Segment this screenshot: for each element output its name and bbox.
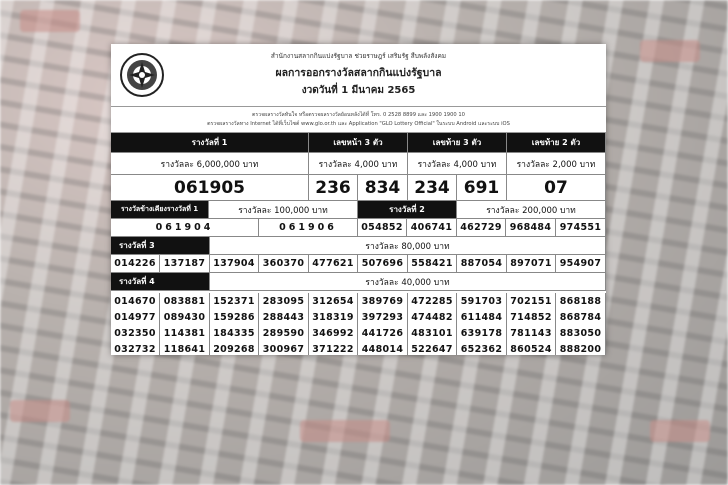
near-prize-number: 061904 <box>111 219 259 237</box>
back2-amount: รางวัลละ 2,000 บาท <box>507 153 606 175</box>
sheet-header <box>111 44 606 107</box>
fourth-prize-number: 152371 <box>210 293 259 309</box>
second-prize-number: 054852 <box>358 219 407 237</box>
third-prize-number: 954907 <box>556 255 606 273</box>
third-prize-number: 507696 <box>358 255 408 273</box>
front3-number: 834 <box>358 175 408 201</box>
fourth-prize-number: 300967 <box>259 341 309 355</box>
back3-header: เลขท้าย 3 ตัว <box>408 133 507 153</box>
contact-line-phone: ตรวจผลรางวัลทันใจ หรือตรวจผลรางวัลย้อนหลังได้ที่ โทร. 0 2528 8899 และ 1900 1900 10 <box>252 112 465 118</box>
front3-header: เลขหน้า 3 ตัว <box>309 133 408 153</box>
draw-date: งวดวันที่ 1 มีนาคม 2565 <box>301 85 416 96</box>
fourth-prize-row <box>111 325 606 341</box>
fourth-prize-number: 114381 <box>160 325 210 341</box>
fourth-prize-number: 868188 <box>556 293 606 309</box>
fourth-prize-number: 652362 <box>457 341 507 355</box>
fourth-prize-number: 312654 <box>309 293 358 309</box>
fourth-prize-number: 346992 <box>309 325 358 341</box>
fourth-prize-number: 032350 <box>111 325 160 341</box>
fourth-prize-amount: รางวัลละ 40,000 บาท <box>210 273 606 291</box>
fourth-prize-number: 283095 <box>259 293 309 309</box>
fourth-prize-number: 883050 <box>556 325 606 341</box>
third-prize-header: รางวัลที่ 3 <box>111 237 210 255</box>
back2-header: เลขท้าย 2 ตัว <box>507 133 606 153</box>
page-title: ผลการออกรางวัลสลากกินแบ่งรัฐบาล <box>275 67 442 79</box>
fourth-prize-number: 389769 <box>358 293 408 309</box>
fourth-prize-number: 014977 <box>111 309 160 325</box>
fourth-prize-number: 184335 <box>210 325 259 341</box>
fourth-prize-number: 860524 <box>507 341 556 355</box>
first-prize-amount: รางวัลละ 6,000,000 บาท <box>111 153 309 175</box>
lottery-result-sheet <box>111 44 606 355</box>
fourth-prize-number: 159286 <box>210 309 259 325</box>
second-prize-number: 968484 <box>506 219 556 237</box>
fourth-prize-number: 448014 <box>358 341 408 355</box>
fourth-prize-number: 014670 <box>111 293 160 309</box>
fourth-prize-number: 781143 <box>507 325 556 341</box>
fourth-prize-row <box>111 309 606 325</box>
fourth-prize-number: 888200 <box>556 341 606 355</box>
second-prize-number: 406741 <box>407 219 457 237</box>
fourth-prize-number: 474482 <box>408 309 457 325</box>
fourth-prize-row <box>111 341 606 355</box>
fourth-prize-number: 611484 <box>457 309 507 325</box>
second-prize-amount: รางวัลละ 200,000 บาท <box>457 201 606 219</box>
back3-number: 691 <box>457 175 507 201</box>
fourth-prize-number: 472285 <box>408 293 457 309</box>
back3-number: 234 <box>408 175 457 201</box>
third-prize-amount: รางวัลละ 80,000 บาท <box>210 237 606 255</box>
third-prize-number: 477621 <box>309 255 358 273</box>
third-prize-number: 897071 <box>507 255 556 273</box>
back2-number: 07 <box>507 175 606 201</box>
near-prize-header: รางวัลข้างเคียงรางวัลที่ 1 <box>111 201 209 219</box>
fourth-prize-number: 639178 <box>457 325 507 341</box>
fourth-prize-row <box>111 293 606 309</box>
fourth-prize-number: 209268 <box>210 341 259 355</box>
third-prize-number: 360370 <box>259 255 309 273</box>
second-prize-number: 974551 <box>556 219 606 237</box>
fourth-prize-number: 591703 <box>457 293 507 309</box>
fourth-prize-number: 441726 <box>358 325 408 341</box>
third-prize-number: 137904 <box>210 255 259 273</box>
back3-amount: รางวัลละ 4,000 บาท <box>408 153 507 175</box>
fourth-prize-number: 371222 <box>309 341 358 355</box>
fourth-prize-number: 288443 <box>259 309 309 325</box>
near-prize-number: 061906 <box>259 219 358 237</box>
agency-slogan: สำนักงานสลากกินแบ่งรัฐบาล ช่วยราษฎร์ เสริมรัฐ สืบพลังสังคม <box>270 52 447 60</box>
contact-info <box>111 107 606 133</box>
front3-number: 236 <box>309 175 358 201</box>
fourth-prize-number: 714852 <box>507 309 556 325</box>
fourth-prize-number: 118641 <box>160 341 210 355</box>
near-prize-amount: รางวัลละ 100,000 บาท <box>209 201 358 219</box>
fourth-prize-number: 397293 <box>358 309 408 325</box>
first-prize-header: รางวัลที่ 1 <box>111 133 309 153</box>
fourth-prize-number: 483101 <box>408 325 457 341</box>
fourth-prize-number: 032732 <box>111 341 160 355</box>
front3-amount: รางวัลละ 4,000 บาท <box>309 153 408 175</box>
third-prize-number: 137187 <box>160 255 210 273</box>
fourth-prize-number: 289590 <box>259 325 309 341</box>
third-prize-number: 558421 <box>408 255 457 273</box>
fourth-prize-number: 702151 <box>507 293 556 309</box>
fourth-prize-number: 868784 <box>556 309 606 325</box>
fourth-prize-number: 083881 <box>160 293 210 309</box>
third-prize-number: 014226 <box>111 255 160 273</box>
third-prize-number: 887054 <box>457 255 507 273</box>
fourth-prize-header: รางวัลที่ 4 <box>111 273 210 291</box>
contact-line-internet: ตรวจผลรางวัลทาง Internet ได้ที่เว็บไซต์ www.glo.or.th และ Application "GLO Lottery Official" ในระบบ Android และระบบ iOS <box>207 121 510 127</box>
first-prize-number: 061905 <box>111 175 309 201</box>
fourth-prize-number: 089430 <box>160 309 210 325</box>
fourth-prize-number: 318319 <box>309 309 358 325</box>
second-prize-number: 462729 <box>457 219 506 237</box>
second-prize-header: รางวัลที่ 2 <box>358 201 457 219</box>
fourth-prize-number: 522647 <box>408 341 457 355</box>
